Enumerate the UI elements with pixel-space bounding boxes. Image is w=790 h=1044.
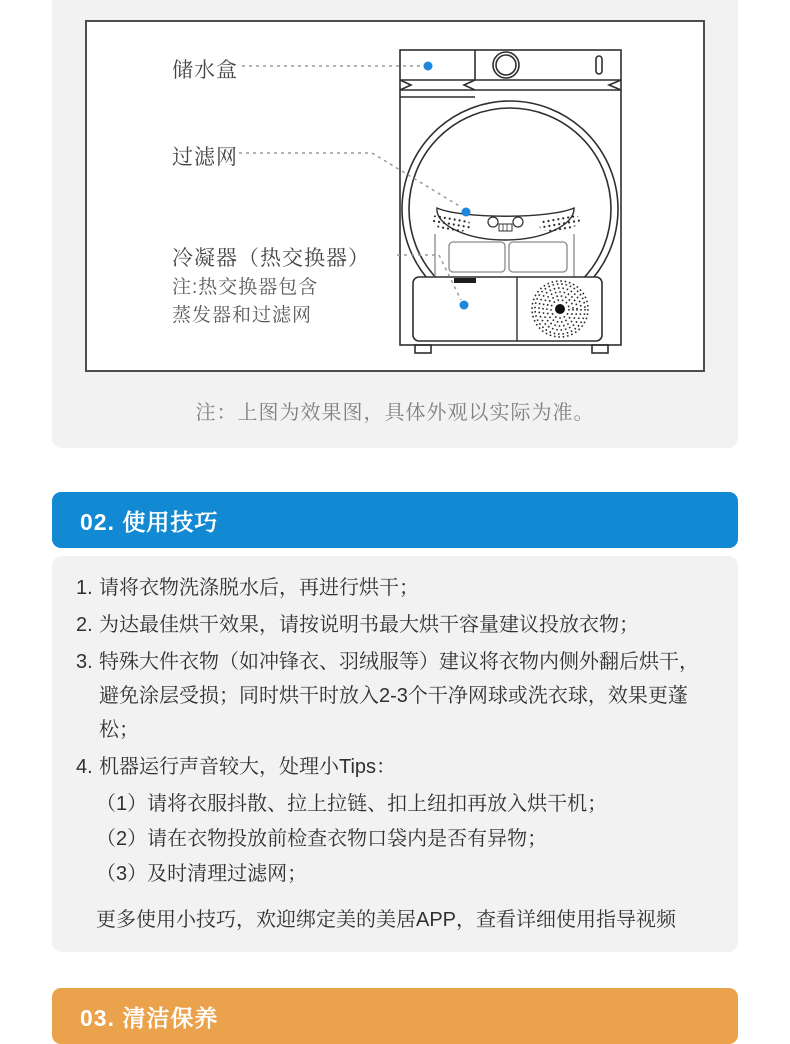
tips-footer-note: 更多使用小技巧，欢迎绑定美的美居APP，查看详细使用指导视频 bbox=[96, 909, 677, 931]
diagram-card bbox=[52, 0, 738, 448]
tip-item-2 bbox=[76, 608, 708, 642]
condenser-note-line1: 注:热交换器包含 bbox=[172, 277, 319, 298]
section-header-usage-tips-label: 02. 使用技巧 bbox=[80, 508, 219, 535]
bottom-panel bbox=[413, 277, 602, 341]
tip-subitem-3: （3）及时清理过滤网； bbox=[96, 863, 308, 885]
label-condenser: 冷凝器（热交换器） bbox=[172, 247, 370, 270]
label-water-tank: 储水盒 bbox=[172, 59, 238, 82]
tip-text: 请将衣物洗涤脱水后，再进行烘干； bbox=[99, 577, 419, 599]
tip-item-3 bbox=[76, 645, 708, 747]
tip-text: 特殊大件衣物（如冲锋衣、羽绒服等）建议将衣物内侧外翻后烘干，避免涂层受损；同时烘干时放入2-3个干净网球或洗衣球，效果更蓬松； bbox=[99, 651, 699, 741]
condenser-marker-dot bbox=[460, 301, 469, 310]
tip-number: 2. bbox=[76, 614, 93, 636]
tip-subitem-1: （1）请将衣服抖散、拉上拉链、扣上纽扣再放入烘干机； bbox=[96, 793, 608, 815]
tip-number: 4. bbox=[76, 756, 93, 778]
tips-card bbox=[52, 556, 738, 952]
section-header-next bbox=[52, 988, 738, 1044]
panel-handle bbox=[454, 278, 476, 283]
tip-text: 为达最佳烘干效果，请按说明书最大烘干容量建议投放衣物； bbox=[99, 614, 639, 636]
tip-item-1 bbox=[76, 571, 708, 605]
section-header-next-label: 03. 清洁保养 bbox=[80, 1004, 219, 1031]
water-tank-marker-dot bbox=[424, 62, 433, 71]
section-header-usage-tips bbox=[52, 492, 738, 548]
tip-number: 1. bbox=[76, 577, 93, 599]
tip-number: 3. bbox=[76, 651, 93, 673]
diagram-caption: 注：上图为效果图，具体外观以实际为准。 bbox=[195, 402, 595, 424]
filter-marker-dot bbox=[462, 208, 471, 217]
tip-item-4 bbox=[76, 750, 708, 784]
label-filter: 过滤网 bbox=[172, 146, 238, 169]
condenser-note bbox=[172, 274, 318, 330]
condenser-note-line2: 蒸发器和过滤网 bbox=[172, 305, 313, 326]
tip-subitem-2: （2）请在衣物投放前检查衣物口袋内是否有异物； bbox=[96, 828, 548, 850]
tip-text: 机器运行声音较大，处理小Tips： bbox=[99, 756, 397, 778]
diagram-frame bbox=[85, 20, 705, 372]
